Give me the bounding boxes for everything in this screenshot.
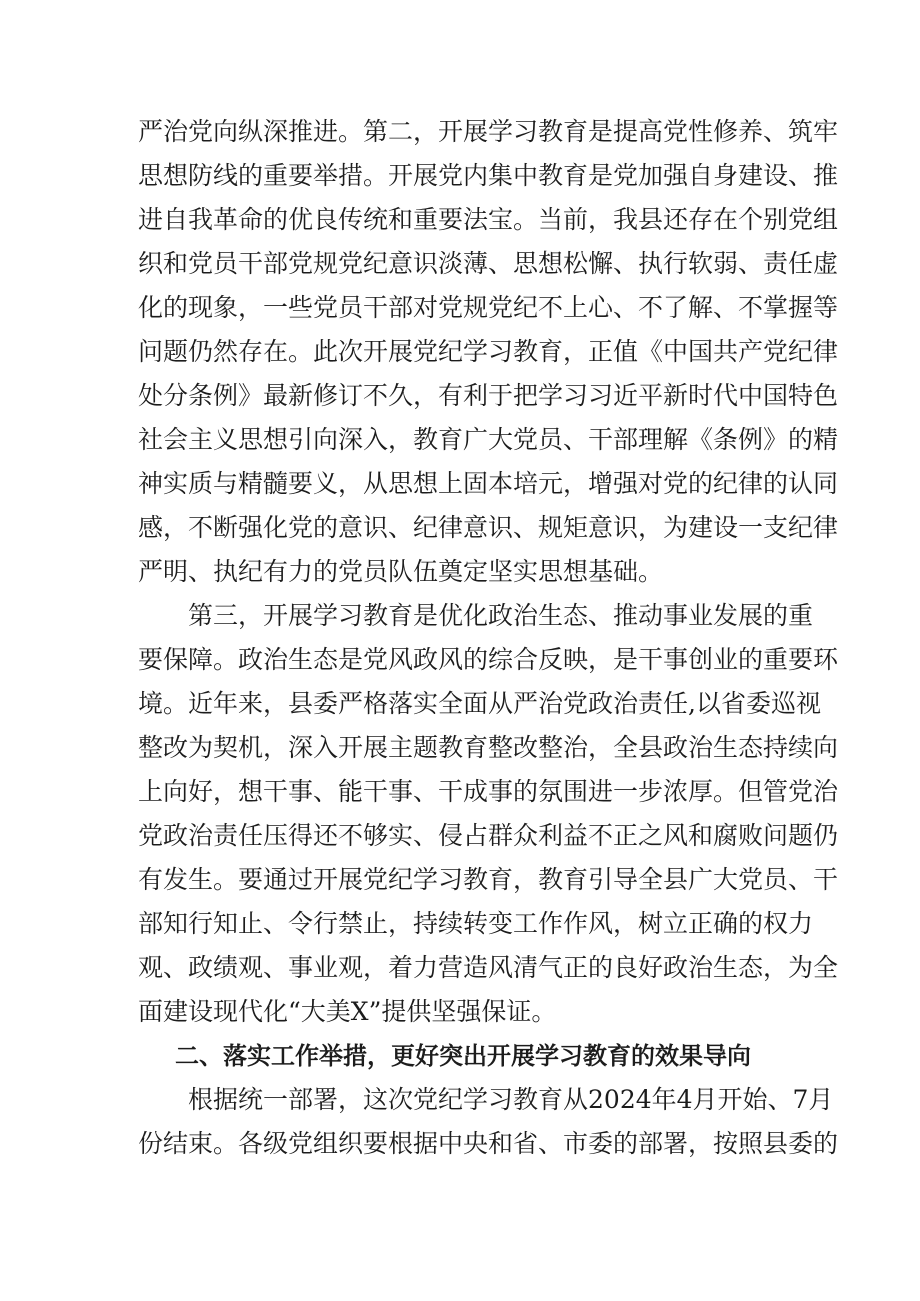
paragraph-3-line-2: 份结束。各级党组织要根据中央和省、市委的部署，按照县委的 <box>138 1129 839 1158</box>
paragraph-2-line-5: 上向好，想干事、能干事、干成事的氛围进一步浓厚。但管党治 <box>138 777 839 806</box>
paragraph-1-line-11: 严明、执纪有力的党员队伍奠定坚实思想基础。 <box>138 557 664 586</box>
paragraph-1-line-4: 织和党员干部党规党纪意识淡薄、思想松懈、执行软弱、责任虚 <box>138 249 839 278</box>
paragraph-3-line-1: 根据统一部署，这次党纪学习教育从2024年4月开始、7月 <box>188 1085 834 1114</box>
paragraph-1-line-8: 社会主义思想引向深入，教育广大党员、干部理解《条例》的精 <box>138 425 839 454</box>
paragraph-2-line-3: 境。近年来，县委严格落实全面从严治党政治责任,以省委巡视 <box>138 689 821 718</box>
paragraph-2-line-4: 整改为契机，深入开展主题教育整改整治，全县政治生态持续向 <box>138 733 839 762</box>
paragraph-1-line-3: 进自我革命的优良传统和重要法宝。当前，我县还存在个别党组 <box>138 205 839 234</box>
paragraph-1-line-5: 化的现象，一些党员干部对党规党纪不上心、不了解、不掌握等 <box>138 293 839 322</box>
paragraph-1-line-10: 感，不断强化党的意识、纪律意识、规矩意识，为建设一支纪律 <box>138 513 839 542</box>
paragraph-2-line-2: 要保障。政治生态是党风政风的综合反映，是干事创业的重要环 <box>138 645 839 674</box>
paragraph-2-line-7: 有发生。要通过开展党纪学习教育，教育引导全县广大党员、干 <box>138 865 839 894</box>
paragraph-2-line-6: 党政治责任压得还不够实、侵占群众利益不正之风和腐败问题仍 <box>138 821 839 850</box>
paragraph-1-line-1: 严治党向纵深推进。第二，开展学习教育是提高党性修养、筑牢 <box>138 117 839 146</box>
paragraph-2-line-10: 面建设现代化“大美X”提供坚强保证。 <box>138 997 557 1026</box>
paragraph-1-line-7: 处分条例》最新修订不久，有利于把学习习近平新时代中国特色 <box>138 381 839 410</box>
paragraph-1-line-9: 神实质与精髓要义，从思想上固本培元，增强对党的纪律的认同 <box>138 469 839 498</box>
section-heading: 二、落实工作举措，更好突出开展学习教育的效果导向 <box>175 1042 751 1070</box>
paragraph-2-line-1: 第三，开展学习教育是优化政治生态、推动事业发展的重 <box>188 601 814 630</box>
paragraph-2-line-8: 部知行知止、令行禁止，持续转变工作作风，树立正确的权力 <box>138 909 814 938</box>
paragraph-2-line-9: 观、政绩观、事业观，着力营造风清气正的良好政治生态，为全 <box>138 953 839 982</box>
paragraph-1-line-2: 思想防线的重要举措。开展党内集中教育是党加强自身建设、推 <box>138 161 839 190</box>
paragraph-1-line-6: 问题仍然存在。此次开展党纪学习教育，正值《中国共产党纪律 <box>138 337 839 366</box>
